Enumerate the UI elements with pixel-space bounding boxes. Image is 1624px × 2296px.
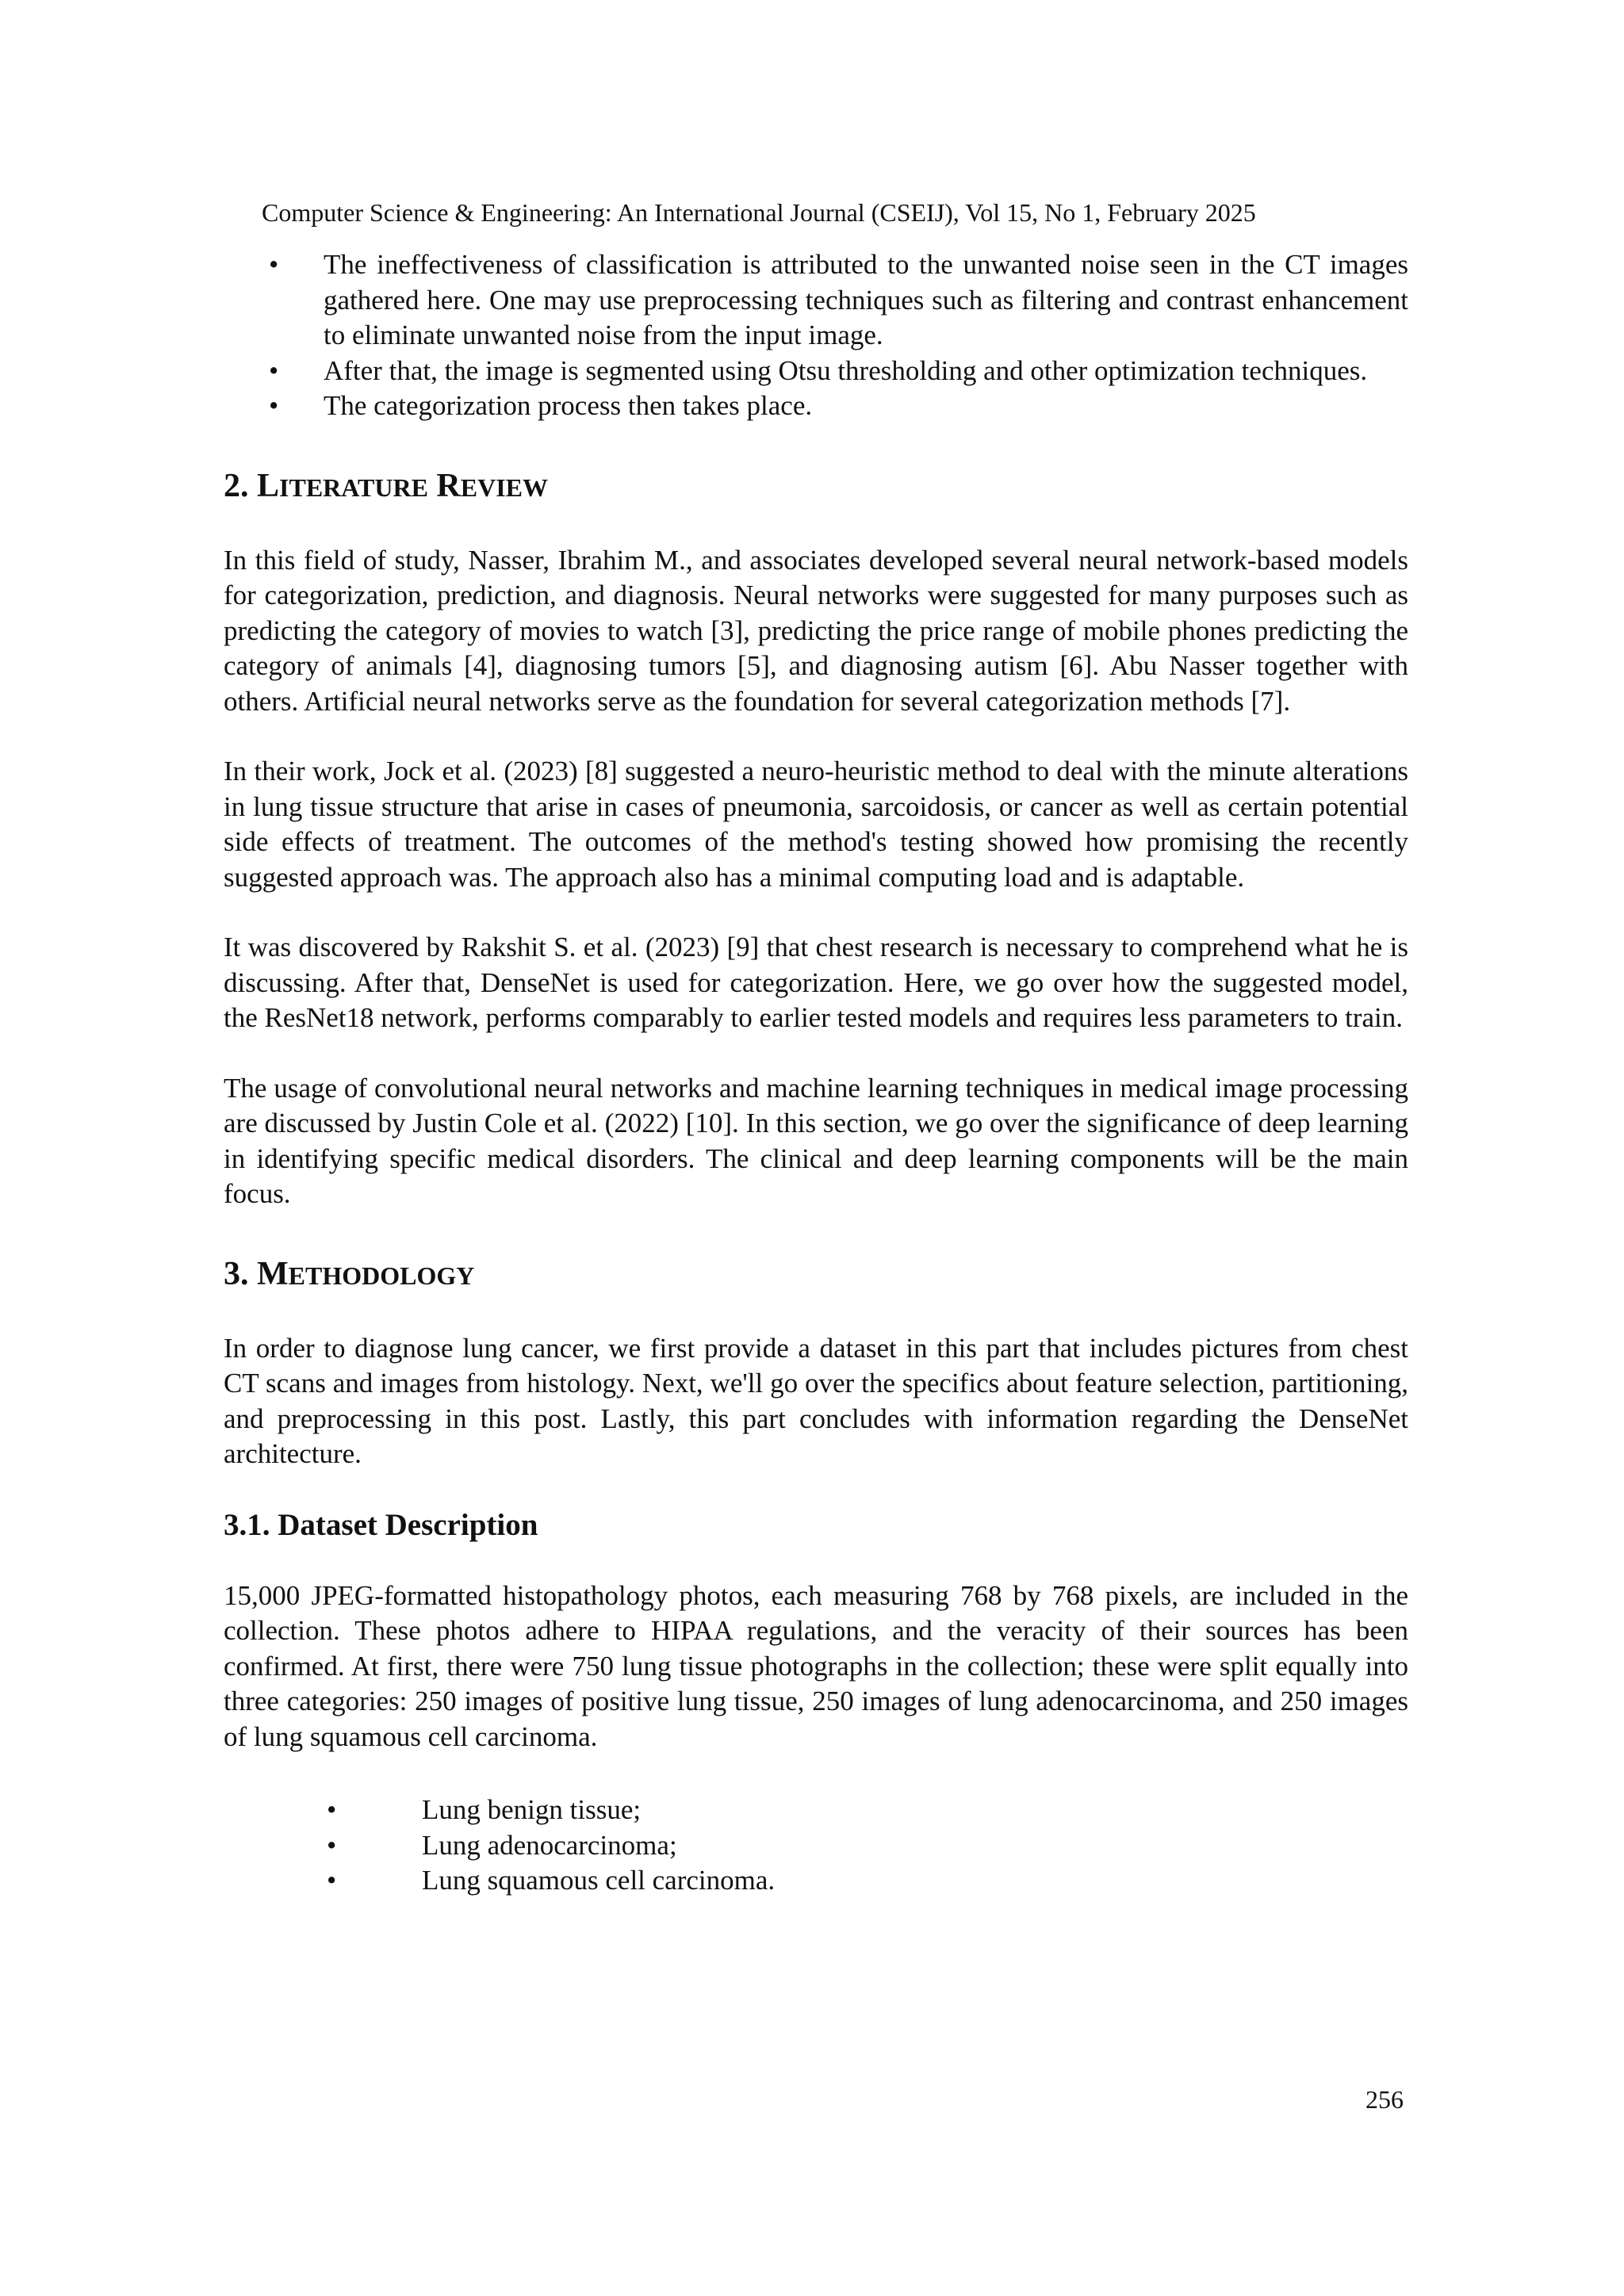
page-number: 256 — [1365, 2085, 1404, 2114]
page-body — [224, 247, 1408, 1899]
paragraph: It was discovered by Rakshit S. et al. (2023) [9] that chest research is necessary to comprehend what he is discussing. After that, DenseNet is used for categorization. Here, we go over how the suggested model, the ResNet18 network, performs comparably to earlier tested models and requires less parameters to train. — [224, 932, 1408, 1033]
paragraph: 15,000 JPEG-formatted histopathology photos, each measuring 768 by 768 pixels, are included in the collection. These photos adhere to HIPAA regulations, and the veracity of their sources has been confirmed. At first, there were 750 lung tissue photographs in the collection; these were split equally into three categories: 250 images of positive lung tissue, 250 images of lung adenocarcinoma, and 250 images of lung squamous cell carcinoma. — [224, 1579, 1408, 1752]
bullet-icon: • — [327, 1794, 337, 1825]
section-number: 3. — [224, 1255, 249, 1292]
list-item-text: Lung squamous cell carcinoma. — [422, 1865, 776, 1896]
list-item-text: After that, the image is segmented using Otsu thresholding and other optimization techniques. — [324, 354, 1368, 386]
paragraph: In order to diagnose lung cancer, we first provide a dataset in this part that includes pictures from chest CT scans and images from histology. Next, we'll go over the specifics about feature selection, partitioning, and preprocessing in this post. Lastly, this part concludes with information regarding the DenseNet architecture. — [224, 1332, 1408, 1469]
section-heading-literature-review — [224, 465, 1408, 508]
list-item — [224, 247, 1408, 354]
bullet-icon: • — [327, 1865, 337, 1896]
list-item — [224, 354, 1408, 389]
intro-bullet-list — [224, 247, 1408, 424]
heading-initial: R — [436, 467, 461, 504]
heading-initial: L — [257, 467, 280, 504]
paragraph: The usage of convolutional neural networks and machine learning techniques in medical image processing are discussed by Justin Cole et al. (2022) [10]. In this section, we go over the significance of deep learning in identifying specific medical disorders. The clinical and deep learning components will be the main focus. — [224, 1072, 1408, 1209]
list-item-text: The ineffectiveness of classification is attributed to the unwanted noise seen in the CT images gathered here. One may use preprocessing techniques such as filtering and contrast enhancement to eliminate unwanted noise from the input image. — [324, 249, 1408, 350]
heading-smallcaps: ITERATURE — [279, 473, 428, 502]
running-header: Computer Science & Engineering: An International Journal (CSEIJ), Vol 15, No 1, February 2025 — [262, 198, 1256, 227]
paragraph: In their work, Jock et al. (2023) [8] suggested a neuro-heuristic method to deal with the minute alterations in lung tissue structure that arise in cases of pneumonia, sarcoidosis, or cancer as well as certain potential side effects of treatment. The outcomes of the method's testing showed how promising the recently suggested approach was. The approach also has a minimal computing load and is adaptable. — [224, 756, 1408, 893]
list-item — [224, 1828, 1408, 1864]
list-item-text: Lung adenocarcinoma; — [422, 1829, 677, 1861]
bullet-icon: • — [269, 249, 279, 280]
bullet-icon: • — [269, 390, 279, 421]
heading-initial: M — [257, 1255, 289, 1292]
heading-smallcaps: EVIEW — [460, 473, 548, 502]
dataset-category-list — [224, 1793, 1408, 1899]
list-item-text: The categorization process then takes place. — [324, 390, 813, 421]
paragraph: In this field of study, Nasser, Ibrahim M., and associates developed several neural network-based models for categorization, prediction, and diagnosis. Neural networks were suggested for many purposes such as predicting the category of movies to watch [3], predicting the price range of mobile phones predicting the category of animals [4], diagnosing tumors [5], and diagnosing autism [6]. Abu Nasser together with others. Artificial neural networks serve as the foundation for several categorization methods [7]. — [224, 544, 1408, 717]
section-heading-methodology — [224, 1253, 1408, 1296]
list-item — [224, 388, 1408, 424]
list-item-text: Lung benign tissue; — [422, 1794, 642, 1825]
section-number: 2. — [224, 467, 249, 504]
list-item — [224, 1863, 1408, 1899]
list-item — [224, 1793, 1408, 1828]
heading-smallcaps: ETHODOLOGY — [288, 1261, 475, 1290]
bullet-icon: • — [269, 354, 279, 386]
subsection-heading-dataset-description: 3.1. Dataset Description — [224, 1507, 538, 1542]
bullet-icon: • — [327, 1829, 337, 1861]
